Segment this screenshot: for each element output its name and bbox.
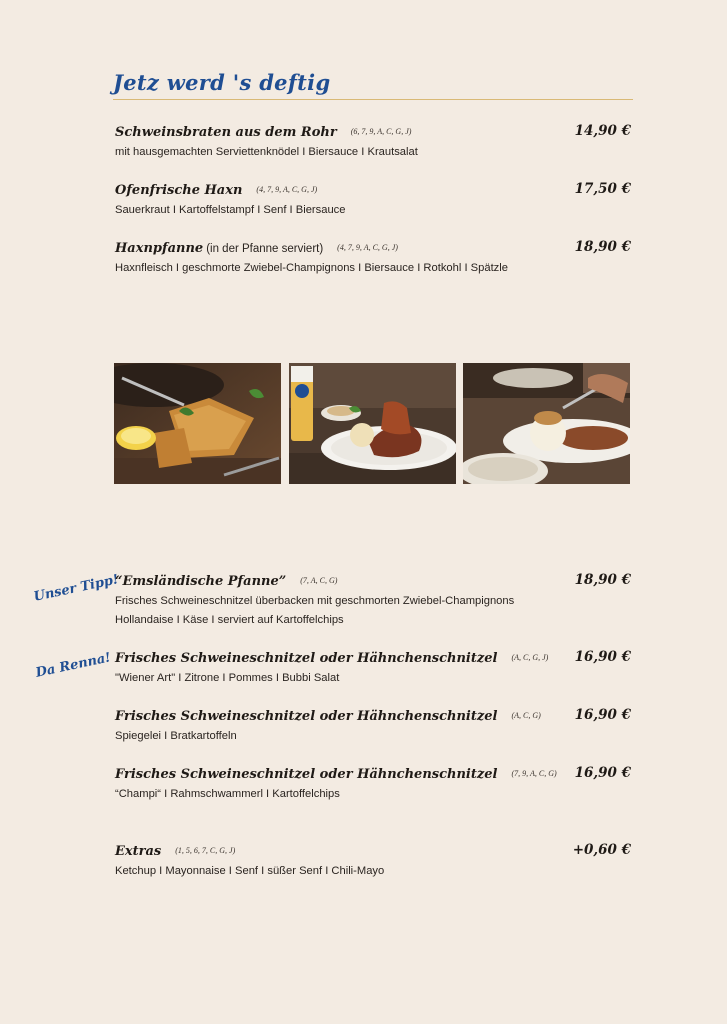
item-price: 16,90 €: [574, 649, 631, 665]
tag-da-renna: Da Renna!: [34, 650, 113, 681]
item-price: +0,60 €: [572, 842, 631, 858]
item-allergens: (7, 9, A, C, G): [511, 769, 557, 778]
menu-item-schweinsbraten: [115, 123, 633, 162]
item-price: 16,90 €: [574, 707, 631, 723]
item-allergens: (7, A, C, G): [300, 576, 338, 585]
item-name: Ofenfrische Haxn: [115, 183, 243, 198]
menu-item-emslaendische-pfanne: [115, 572, 633, 630]
food-photo-schnitzel: [114, 363, 281, 484]
item-name: Schweinsbraten aus dem Rohr: [115, 125, 337, 140]
item-price: 18,90 €: [574, 239, 631, 255]
item-name: “Emsländische Pfanne”: [115, 574, 287, 589]
item-name: Frisches Schweineschnitzel oder Hähnchenschnitzel: [115, 651, 498, 666]
food-photo-schweinsbraten: [289, 363, 456, 484]
item-description: "Wiener Art" I Zitrone I Pommes I Bubbi Salat: [115, 672, 340, 684]
item-name: Frisches Schweineschnitzel oder Hähnchenschnitzel: [115, 709, 498, 724]
item-description: Haxnfleisch I geschmorte Zwiebel-Champignons I Biersauce I Rotkohl I Spätzle: [115, 262, 508, 274]
section-title: Jetz werd 's deftig: [113, 70, 331, 95]
item-description: Ketchup I Mayonnaise I Senf I süßer Senf I Chili-Mayo: [115, 865, 385, 877]
item-allergens: (A, C, G): [511, 711, 541, 720]
item-name: Haxnpfanne: [115, 241, 204, 256]
item-note: (in der Pfanne serviert): [206, 243, 324, 255]
item-allergens: (A, C, G, J): [511, 653, 549, 662]
item-description: Frisches Schweineschnitzel überbacken mit geschmorten Zwiebel-Champignons: [115, 595, 515, 607]
item-description: “Champi“ I Rahmschwammerl I Kartoffelchips: [115, 788, 340, 800]
item-price: 18,90 €: [574, 572, 631, 588]
item-price: 16,90 €: [574, 765, 631, 781]
item-description: Sauerkraut I Kartoffelstampf I Senf I Biersauce: [115, 204, 346, 216]
title-divider: [113, 99, 633, 100]
item-description: Spiegelei I Bratkartoffeln: [115, 730, 237, 742]
item-name: Frisches Schweineschnitzel oder Hähnchenschnitzel: [115, 767, 498, 782]
item-allergens: (4, 7, 9, A, C, G, J): [337, 243, 398, 252]
item-allergens: (4, 7, 9, A, C, G, J): [256, 185, 318, 194]
menu-item-schnitzel-champi: [115, 765, 633, 804]
item-name: Extras: [115, 844, 162, 859]
menu-item-extras: [115, 842, 633, 881]
item-allergens: (6, 7, 9, A, C, G, J): [350, 127, 412, 136]
item-description-2: Hollandaise I Käse I serviert auf Kartoffelchips: [115, 614, 344, 626]
menu-item-haxn: [115, 181, 633, 220]
menu-item-schnitzel-wiener: [115, 649, 633, 688]
item-allergens: (1, 5, 6, 7, C, G, J): [175, 846, 236, 855]
tag-unser-tipp: Unser Tipp!: [32, 572, 120, 605]
item-description: mit hausgemachten Serviettenknödel I Biersauce I Krautsalat: [115, 146, 418, 158]
item-price: 14,90 €: [574, 123, 631, 139]
food-photo-haxn: [463, 363, 630, 484]
menu-item-schnitzel-spiegelei: [115, 707, 633, 746]
item-price: 17,50 €: [574, 181, 631, 197]
menu-item-haxnpfanne: [115, 239, 633, 278]
